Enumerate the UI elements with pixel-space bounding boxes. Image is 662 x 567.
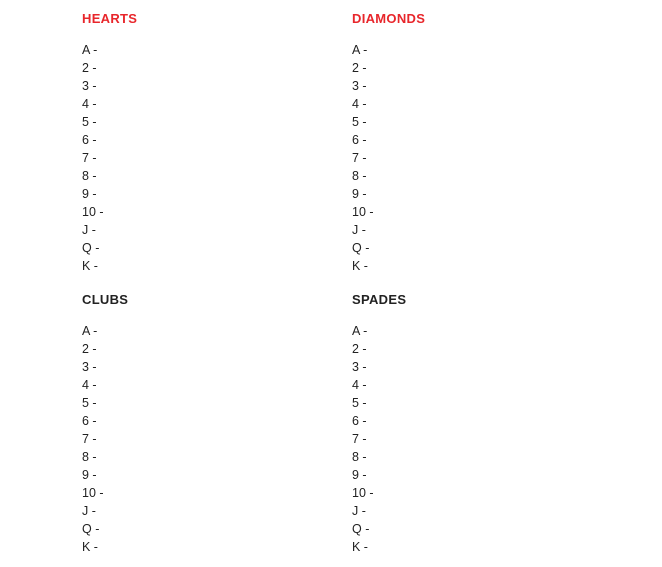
card-item: 3 - (82, 360, 97, 374)
card-item: K - (352, 540, 368, 554)
card-item: 4 - (352, 97, 367, 111)
card-item: 3 - (82, 79, 97, 93)
card-item: A - (82, 43, 98, 57)
card-item: Q - (352, 241, 370, 255)
card-item: 10 - (352, 205, 374, 219)
card-list-hearts (82, 41, 104, 275)
card-item: J - (82, 223, 96, 237)
card-item: 3 - (352, 79, 367, 93)
card-item: 5 - (82, 396, 97, 410)
card-item: 2 - (82, 342, 97, 356)
card-item: 2 - (352, 342, 367, 356)
card-item: 6 - (352, 414, 367, 428)
card-item: 8 - (352, 169, 367, 183)
card-item: J - (82, 504, 96, 518)
card-item: K - (82, 259, 98, 273)
card-item: K - (82, 540, 98, 554)
card-item: 5 - (352, 115, 367, 129)
card-item: Q - (82, 241, 100, 255)
card-item: 5 - (352, 396, 367, 410)
card-item: Q - (82, 522, 100, 536)
card-item: A - (352, 43, 368, 57)
card-item: 6 - (82, 414, 97, 428)
card-item: 10 - (352, 486, 374, 500)
card-item: 7 - (82, 151, 97, 165)
card-item: K - (352, 259, 368, 273)
card-item: 5 - (82, 115, 97, 129)
card-item: 6 - (352, 133, 367, 147)
card-item: 7 - (82, 432, 97, 446)
card-item: Q - (352, 522, 370, 536)
suit-section-clubs (82, 291, 352, 561)
card-item: 4 - (82, 97, 97, 111)
card-item: 2 - (352, 61, 367, 75)
suit-section-diamonds (352, 10, 602, 291)
suit-section-hearts (82, 10, 352, 291)
suits-grid (82, 10, 602, 561)
suit-title-diamonds: DIAMONDS (352, 11, 426, 26)
suit-title-clubs: CLUBS (82, 292, 129, 307)
card-item: A - (82, 324, 98, 338)
card-item: 9 - (352, 187, 367, 201)
card-item: 9 - (82, 468, 97, 482)
card-item: 4 - (82, 378, 97, 392)
card-item: A - (352, 324, 368, 338)
card-item: 8 - (352, 450, 367, 464)
card-list-diamonds (352, 41, 374, 275)
card-item: J - (352, 223, 366, 237)
card-item: J - (352, 504, 366, 518)
card-item: 10 - (82, 486, 104, 500)
suit-title-spades: SPADES (352, 292, 407, 307)
card-item: 3 - (352, 360, 367, 374)
card-item: 4 - (352, 378, 367, 392)
card-item: 9 - (352, 468, 367, 482)
card-list-spades (352, 322, 374, 556)
suit-title-hearts: HEARTS (82, 11, 138, 26)
card-item: 10 - (82, 205, 104, 219)
card-item: 2 - (82, 61, 97, 75)
suit-section-spades (352, 291, 602, 561)
card-item: 9 - (82, 187, 97, 201)
card-list-clubs (82, 322, 104, 556)
card-item: 7 - (352, 432, 367, 446)
card-item: 8 - (82, 450, 97, 464)
card-item: 8 - (82, 169, 97, 183)
card-item: 6 - (82, 133, 97, 147)
card-item: 7 - (352, 151, 367, 165)
